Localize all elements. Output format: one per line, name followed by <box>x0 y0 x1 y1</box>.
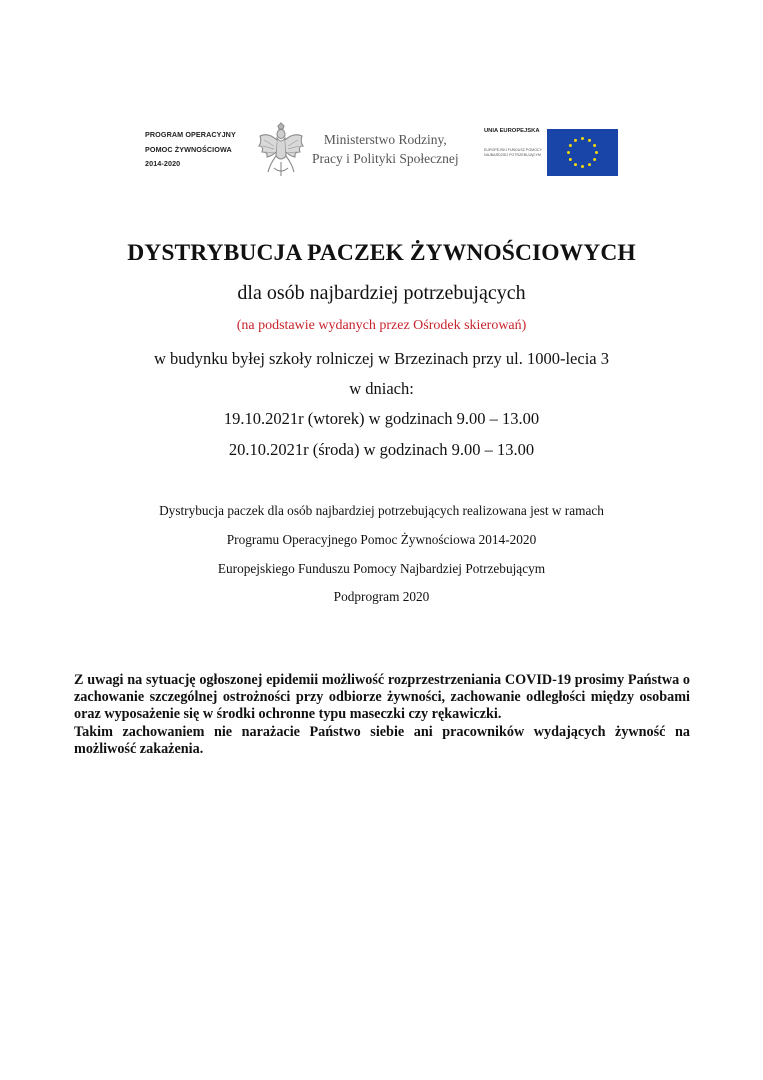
program-logo <box>145 128 236 172</box>
program-logo-line: PROGRAM OPERACYJNY <box>145 130 236 139</box>
ministry-name-line: Ministerstwo Rodziny, <box>323 132 447 147</box>
location-text: w budynku byłej szkoły rolniczej w Brzezinach przy ul. 1000-lecia 3 <box>154 349 609 368</box>
days-label: w dniach: <box>349 379 414 398</box>
program-logo-line: 2014-2020 <box>145 159 181 168</box>
eu-flag-icon <box>547 129 618 176</box>
program-info-line: Europejskiego Funduszu Pomocy Najbardziej Potrzebującym <box>217 561 546 576</box>
distribution-date: 20.10.2021r (środa) w godzinach 9.00 – 13.00 <box>228 440 535 459</box>
program-info-line: Dystrybucja paczek dla osób najbardziej potrzebujących realizowana jest w ramach <box>159 503 604 518</box>
eu-logo-text <box>484 128 554 158</box>
warning-paragraph: Takim zachowaniem nie narażacie Państwo siebie ani pracowników wydających żywność na możliwość zakażenia. <box>74 723 690 757</box>
program-info-line: Programu Operacyjnego Pomoc Żywnościowa 2014-2020 <box>226 532 537 547</box>
ministry-name-line: Pracy i Polityki Społecznej <box>312 151 459 166</box>
eu-subtitle-line: EUROPEJSKI FUNDUSZ POMOCY <box>484 148 542 152</box>
program-logo-line: POMOC ŻYWNOŚCIOWA <box>145 144 232 154</box>
polish-eagle-emblem-icon <box>256 122 306 178</box>
eu-title: UNIA EUROPEJSKA <box>484 128 540 134</box>
announcement-title: DYSTRYBUCJA PACZEK ŻYWNOŚCIOWYCH <box>127 240 636 266</box>
eu-subtitle <box>484 148 554 158</box>
covid-warning <box>74 672 690 758</box>
announcement-subtitle: dla osób najbardziej potrzebujących <box>237 282 526 304</box>
warning-paragraph: Z uwagi na sytuację ogłoszonej epidemii możliwość rozprzestrzeniania COVID-19 prosimy Państwa o zachowanie szczególnej ostrożności przy odbiorze żywności, zachowanie odległości między osobami oraz wyposażenie się w środki ochronne typu maseczki czy rękawiczki. <box>74 672 690 723</box>
referral-note: (na podstawie wydanych przez Ośrodek skierowań) <box>236 318 527 333</box>
logo-bar <box>0 122 763 182</box>
program-info-line: Podprogram 2020 <box>333 589 430 604</box>
distribution-date: 19.10.2021r (wtorek) w godzinach 9.00 – 13.00 <box>223 409 540 428</box>
eu-subtitle-line: NAJBARDZIEJ POTRZEBUJĄCYM <box>484 153 541 157</box>
ministry-name <box>312 130 459 168</box>
